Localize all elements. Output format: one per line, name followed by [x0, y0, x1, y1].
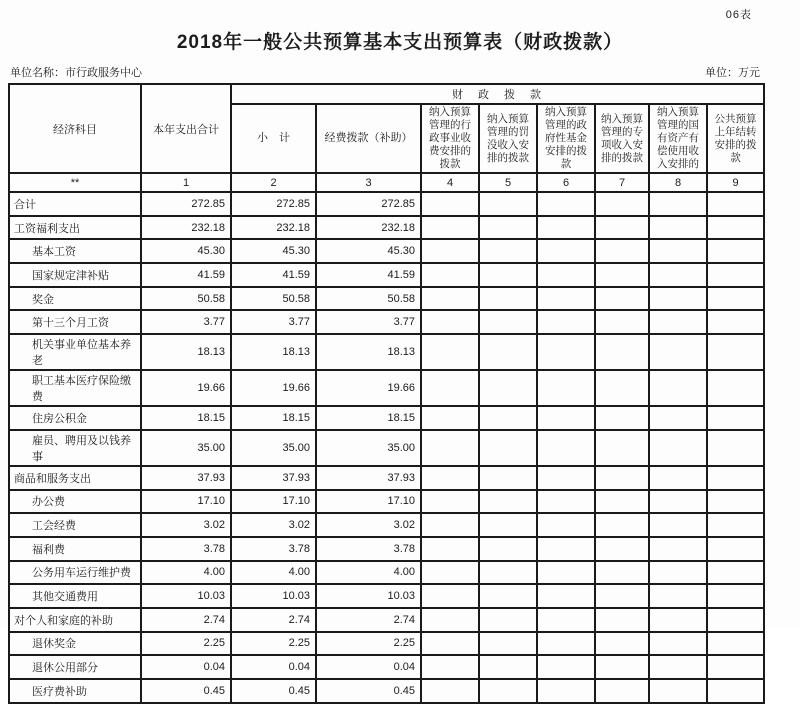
cell-year-total: 10.03 [141, 584, 231, 608]
cell-empty [479, 561, 537, 585]
cell-empty [537, 310, 595, 334]
cell-empty [649, 263, 707, 287]
cell-year-total: 50.58 [141, 287, 231, 311]
cell-empty [537, 430, 595, 466]
cell-empty [649, 655, 707, 679]
cell-empty [537, 537, 595, 561]
cell-year-total: 2.25 [141, 632, 231, 656]
cell-empty [595, 310, 649, 334]
cell-empty [649, 561, 707, 585]
cell-empty [649, 406, 707, 430]
cell-funding-appropriation: 3.02 [316, 513, 421, 537]
cell-funding-appropriation: 10.03 [316, 584, 421, 608]
cell-empty [649, 679, 707, 703]
cell-empty [537, 632, 595, 656]
cell-empty [649, 287, 707, 311]
cell-funding-appropriation: 35.00 [316, 430, 421, 466]
table-row [9, 192, 764, 216]
cell-empty [707, 216, 764, 240]
cell-empty [479, 466, 537, 490]
cell-empty [595, 192, 649, 216]
cell-year-total: 3.78 [141, 537, 231, 561]
cell-empty [537, 584, 595, 608]
table-row [9, 608, 764, 632]
cell-empty [479, 216, 537, 240]
cell-subtotal: 3.77 [231, 310, 316, 334]
col-header-admin-fee-appropriation: 纳入预算管理的行政事业收费安排的拨款 [421, 104, 479, 173]
cell-year-total: 3.77 [141, 310, 231, 334]
cell-funding-appropriation: 0.45 [316, 679, 421, 703]
column-code-cell: 1 [141, 173, 231, 192]
page-title: 2018年一般公共预算基本支出预算表（财政拨款） [176, 32, 624, 53]
row-label: 住房公积金 [9, 406, 141, 430]
table-row [9, 406, 764, 430]
cell-empty [537, 216, 595, 240]
cell-funding-appropriation: 17.10 [316, 490, 421, 514]
cell-empty [595, 679, 649, 703]
row-label: 退休奖金 [9, 632, 141, 656]
cell-empty [421, 216, 479, 240]
cell-year-total: 272.85 [141, 192, 231, 216]
table-row [9, 561, 764, 585]
col-header-funding-appropriation: 经费拨款（补助） [316, 104, 421, 173]
cell-empty [479, 263, 537, 287]
cell-empty [649, 192, 707, 216]
cell-empty [707, 490, 764, 514]
cell-subtotal: 10.03 [231, 584, 316, 608]
cell-subtotal: 19.66 [231, 370, 316, 406]
cell-empty [421, 192, 479, 216]
cell-empty [421, 537, 479, 561]
cell-year-total: 19.66 [141, 370, 231, 406]
row-label: 医疗费补助 [9, 679, 141, 703]
cell-empty [595, 406, 649, 430]
column-code-cell: 9 [707, 173, 764, 192]
row-label: 雇员、聘用及以钱养事 [9, 430, 141, 466]
cell-empty [649, 632, 707, 656]
cell-empty [479, 537, 537, 561]
cell-empty [421, 430, 479, 466]
cell-empty [421, 655, 479, 679]
cell-funding-appropriation: 3.77 [316, 310, 421, 334]
cell-empty [707, 537, 764, 561]
cell-empty [421, 679, 479, 703]
cell-empty [707, 430, 764, 466]
cell-empty [421, 287, 479, 311]
cell-empty [479, 608, 537, 632]
cell-empty [595, 537, 649, 561]
cell-empty [707, 334, 764, 370]
cell-empty [537, 655, 595, 679]
cell-empty [595, 239, 649, 263]
cell-empty [479, 370, 537, 406]
cell-subtotal: 50.58 [231, 287, 316, 311]
cell-year-total: 35.00 [141, 430, 231, 466]
cell-empty [537, 466, 595, 490]
cell-empty [421, 334, 479, 370]
meta-row [0, 54, 800, 83]
cell-empty [537, 239, 595, 263]
cell-empty [649, 466, 707, 490]
cell-empty [421, 608, 479, 632]
cell-empty [537, 608, 595, 632]
cell-empty [707, 263, 764, 287]
row-label: 工资福利支出 [9, 216, 141, 240]
cell-empty [537, 561, 595, 585]
cell-funding-appropriation: 50.58 [316, 287, 421, 311]
cell-subtotal: 2.74 [231, 608, 316, 632]
col-header-govt-fund-appropriation: 纳入预算管理的政府性基金安排的拨款 [537, 104, 595, 173]
table-row [9, 263, 764, 287]
group-header-fiscal-appropriation: 财 政 拨 款 [231, 84, 764, 104]
table-row [9, 430, 764, 466]
row-label: 其他交通费用 [9, 584, 141, 608]
cell-empty [707, 584, 764, 608]
table-row [9, 239, 764, 263]
cell-empty [479, 584, 537, 608]
row-label: 商品和服务支出 [9, 466, 141, 490]
cell-empty [537, 192, 595, 216]
cell-empty [707, 608, 764, 632]
cell-empty [537, 406, 595, 430]
cell-empty [707, 561, 764, 585]
cell-empty [707, 513, 764, 537]
cell-subtotal: 17.10 [231, 490, 316, 514]
table-row [9, 310, 764, 334]
column-code-cell: 2 [231, 173, 316, 192]
cell-funding-appropriation: 45.30 [316, 239, 421, 263]
cell-funding-appropriation: 41.59 [316, 263, 421, 287]
cell-empty [707, 239, 764, 263]
cell-empty [707, 287, 764, 311]
row-label: 第十三个月工资 [9, 310, 141, 334]
cell-subtotal: 37.93 [231, 466, 316, 490]
cell-empty [537, 513, 595, 537]
cell-year-total: 45.30 [141, 239, 231, 263]
cell-empty [479, 334, 537, 370]
cell-empty [595, 655, 649, 679]
col-header-year-total: 本年支出合计 [141, 84, 231, 173]
cell-empty [421, 632, 479, 656]
cell-year-total: 4.00 [141, 561, 231, 585]
column-code-cell: 6 [537, 173, 595, 192]
cell-empty [421, 513, 479, 537]
cell-empty [421, 490, 479, 514]
cell-empty [595, 430, 649, 466]
unit-of-measure: 单位：万元 [705, 67, 760, 79]
cell-subtotal: 18.13 [231, 334, 316, 370]
cell-funding-appropriation: 2.74 [316, 608, 421, 632]
budget-table [8, 83, 765, 704]
row-label: 退休公用部分 [9, 655, 141, 679]
cell-empty [421, 584, 479, 608]
row-label: 合计 [9, 192, 141, 216]
cell-empty [707, 655, 764, 679]
cell-empty [479, 287, 537, 311]
col-header-fines-income-appropriation: 纳入预算管理的罚没收入安排的拨款 [479, 104, 537, 173]
cell-empty [479, 655, 537, 679]
cell-empty [649, 430, 707, 466]
cell-empty [479, 490, 537, 514]
cell-funding-appropriation: 18.13 [316, 334, 421, 370]
col-header-state-asset-income-appropriation: 纳入预算管理的国有资产有偿使用收入安排的 [649, 104, 707, 173]
cell-empty [707, 406, 764, 430]
cell-empty [649, 334, 707, 370]
cell-empty [707, 370, 764, 406]
cell-funding-appropriation: 0.04 [316, 655, 421, 679]
cell-empty [707, 632, 764, 656]
cell-empty [421, 263, 479, 287]
cell-year-total: 41.59 [141, 263, 231, 287]
table-row [9, 679, 764, 703]
cell-empty [537, 679, 595, 703]
cell-empty [649, 584, 707, 608]
cell-empty [421, 310, 479, 334]
cell-funding-appropriation: 232.18 [316, 216, 421, 240]
cell-empty [479, 192, 537, 216]
cell-empty [595, 466, 649, 490]
cell-subtotal: 41.59 [231, 263, 316, 287]
column-code-row [9, 173, 764, 192]
header-group-row [9, 84, 764, 104]
cell-empty [479, 513, 537, 537]
cell-empty [649, 537, 707, 561]
cell-empty [479, 239, 537, 263]
cell-year-total: 17.10 [141, 490, 231, 514]
table-row [9, 632, 764, 656]
cell-year-total: 18.13 [141, 334, 231, 370]
cell-funding-appropriation: 3.78 [316, 537, 421, 561]
cell-empty [707, 310, 764, 334]
table-row [9, 287, 764, 311]
cell-empty [707, 466, 764, 490]
row-label: 职工基本医疗保险缴费 [9, 370, 141, 406]
table-row [9, 370, 764, 406]
cell-year-total: 232.18 [141, 216, 231, 240]
table-row [9, 584, 764, 608]
cell-empty [595, 287, 649, 311]
cell-empty [595, 608, 649, 632]
table-row [9, 216, 764, 240]
cell-empty [649, 490, 707, 514]
row-label: 福利费 [9, 537, 141, 561]
cell-subtotal: 3.02 [231, 513, 316, 537]
cell-subtotal: 3.78 [231, 537, 316, 561]
column-code-cell: 4 [421, 173, 479, 192]
col-header-carryover-appropriation: 公共预算上年结转安排的拨款 [707, 104, 764, 173]
cell-subtotal: 35.00 [231, 430, 316, 466]
col-header-subtotal: 小 计 [231, 104, 316, 173]
row-label: 工会经费 [9, 513, 141, 537]
cell-empty [595, 513, 649, 537]
cell-subtotal: 232.18 [231, 216, 316, 240]
cell-empty [595, 334, 649, 370]
col-header-special-income-appropriation: 纳入预算管理的专项收入安排的拨款 [595, 104, 649, 173]
form-number: 06表 [725, 9, 752, 21]
cell-empty [595, 490, 649, 514]
table-row [9, 513, 764, 537]
cell-subtotal: 0.45 [231, 679, 316, 703]
table-row [9, 655, 764, 679]
cell-empty [479, 679, 537, 703]
cell-empty [649, 239, 707, 263]
row-label: 基本工资 [9, 239, 141, 263]
cell-empty [649, 513, 707, 537]
cell-empty [421, 561, 479, 585]
cell-subtotal: 4.00 [231, 561, 316, 585]
cell-empty [421, 466, 479, 490]
cell-empty [479, 430, 537, 466]
cell-funding-appropriation: 4.00 [316, 561, 421, 585]
cell-empty [649, 370, 707, 406]
cell-empty [595, 370, 649, 406]
cell-empty [595, 263, 649, 287]
cell-empty [649, 310, 707, 334]
table-row [9, 490, 764, 514]
cell-year-total: 0.45 [141, 679, 231, 703]
cell-subtotal: 18.15 [231, 406, 316, 430]
cell-year-total: 18.15 [141, 406, 231, 430]
cell-year-total: 37.93 [141, 466, 231, 490]
table-row [9, 466, 764, 490]
cell-empty [649, 216, 707, 240]
cell-empty [537, 287, 595, 311]
row-label: 办公费 [9, 490, 141, 514]
cell-empty [479, 406, 537, 430]
row-label: 对个人和家庭的补助 [9, 608, 141, 632]
cell-empty [595, 561, 649, 585]
cell-empty [707, 679, 764, 703]
cell-subtotal: 45.30 [231, 239, 316, 263]
cell-empty [595, 632, 649, 656]
cell-subtotal: 0.04 [231, 655, 316, 679]
cell-empty [649, 608, 707, 632]
cell-year-total: 2.74 [141, 608, 231, 632]
row-label: 机关事业单位基本养老 [9, 334, 141, 370]
cell-empty [421, 406, 479, 430]
cell-subtotal: 2.25 [231, 632, 316, 656]
table-row [9, 537, 764, 561]
cell-funding-appropriation: 272.85 [316, 192, 421, 216]
cell-funding-appropriation: 2.25 [316, 632, 421, 656]
cell-empty [707, 192, 764, 216]
cell-empty [421, 239, 479, 263]
cell-year-total: 3.02 [141, 513, 231, 537]
cell-funding-appropriation: 19.66 [316, 370, 421, 406]
col-header-subject: 经济科目 [9, 84, 141, 173]
cell-empty [537, 490, 595, 514]
column-code-cell: 7 [595, 173, 649, 192]
row-label: 国家规定津补贴 [9, 263, 141, 287]
cell-funding-appropriation: 18.15 [316, 406, 421, 430]
cell-funding-appropriation: 37.93 [316, 466, 421, 490]
cell-empty [537, 334, 595, 370]
cell-empty [595, 216, 649, 240]
cell-empty [479, 632, 537, 656]
cell-empty [421, 370, 479, 406]
column-code-cell: 3 [316, 173, 421, 192]
cell-empty [537, 370, 595, 406]
column-code-cell: 8 [649, 173, 707, 192]
cell-subtotal: 272.85 [231, 192, 316, 216]
cell-empty [595, 584, 649, 608]
unit-name: 单位名称：市行政服务中心 [10, 67, 142, 79]
column-code-cell: ** [9, 173, 141, 192]
column-code-cell: 5 [479, 173, 537, 192]
row-label: 奖金 [9, 287, 141, 311]
cell-empty [537, 263, 595, 287]
row-label: 公务用车运行维护费 [9, 561, 141, 585]
table-row [9, 334, 764, 370]
cell-empty [479, 310, 537, 334]
cell-year-total: 0.04 [141, 655, 231, 679]
